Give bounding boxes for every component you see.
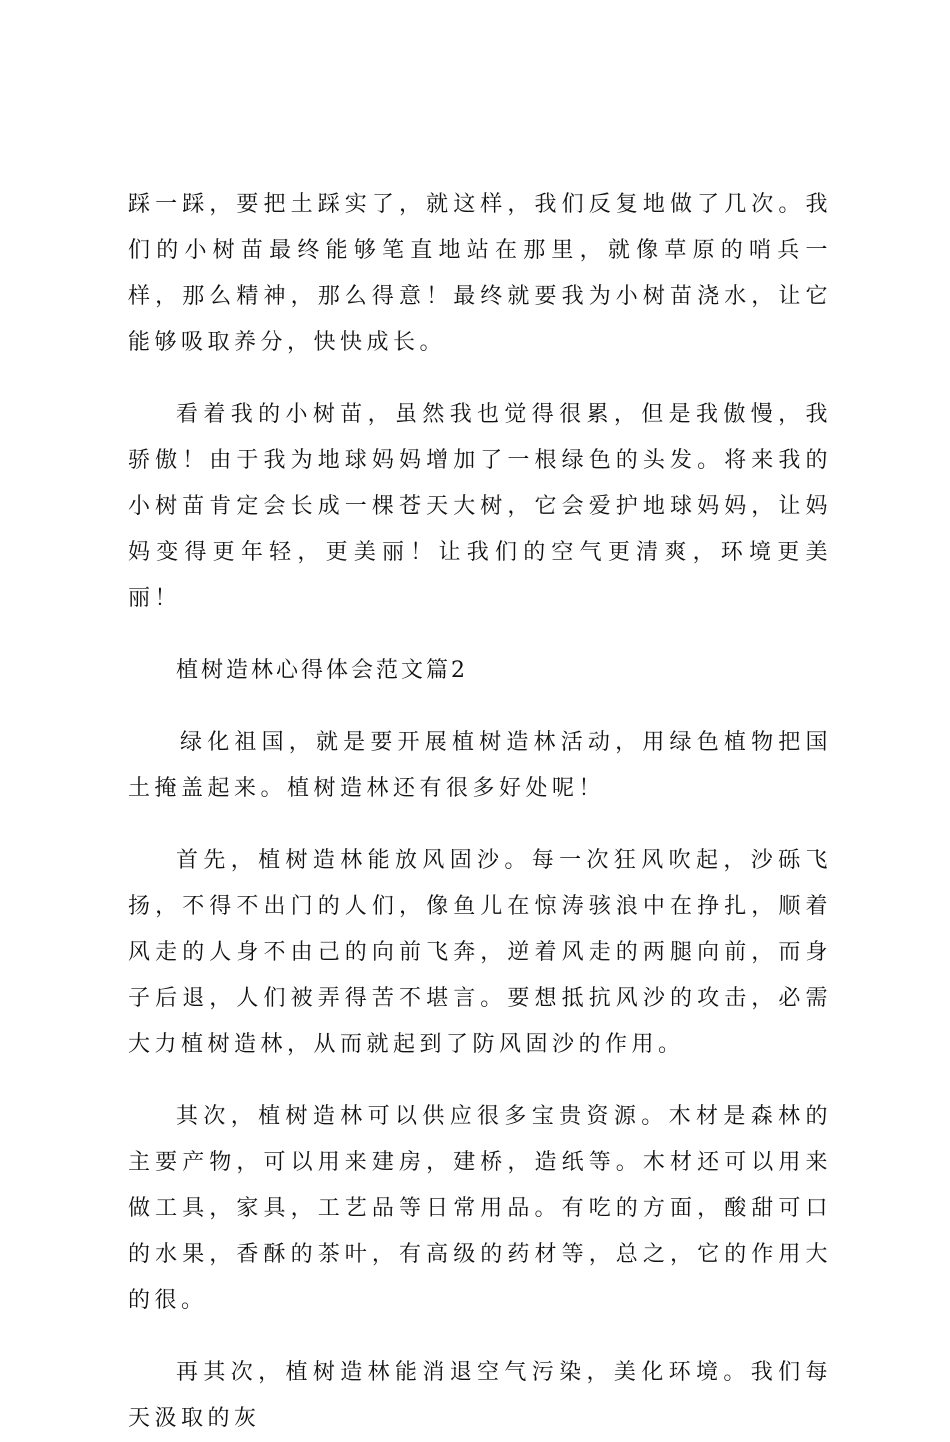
paragraph-6: 再其次，植树造林能消退空气污染，美化环境。我们每天汲取的灰 [128, 1360, 832, 1431]
section-title: 植树造林心得体会范文篇2 [176, 658, 468, 683]
paragraph-4: 首先，植树造林能放风固沙。每一次狂风吹起，沙砾飞扬，不得不出门的人们，像鱼儿在惊涛骇浪中在挣扎，顺着风走的人身不由己的向前飞奔，逆着风走的两腿向前，而身子后退，人们被弄得苦不堪言。要想抵抗风沙的攻击，必需大力植树造林，从而就起到了防风固沙的作用。 [128, 848, 832, 1057]
document-body [128, 182, 832, 1442]
paragraph-5: 其次，植树造林可以供应很多宝贵资源。木材是森林的主要产物，可以用来建房，建桥，造纸等。木材还可以用来做工具，家具，工艺品等日常用品。有吃的方面，酸甜可口的水果，香酥的茶叶，有高级的药材等，总之，它的作用大的很。 [128, 1104, 832, 1313]
paragraph-2: 看着我的小树苗，虽然我也觉得很累，但是我傲慢，我骄傲！由于我为地球妈妈增加了一根绿色的头发。将来我的小树苗肯定会长成一棵苍天大树，它会爱护地球妈妈，让妈妈变得更年轻，更美丽！让我们的空气更清爽，环境更美丽！ [128, 402, 832, 611]
paragraph-3: 绿化祖国，就是要开展植树造林活动，用绿色植物把国土掩盖起来。植树造林还有很多好处呢！ [128, 730, 832, 801]
paragraph-1: 踩一踩，要把土踩实了，就这样，我们反复地做了几次。我们的小树苗最终能够笔直地站在那里，就像草原的哨兵一样，那么精神，那么得意！最终就要我为小树苗浇水，让它能够吸取养分，快快成长。 [128, 192, 832, 355]
